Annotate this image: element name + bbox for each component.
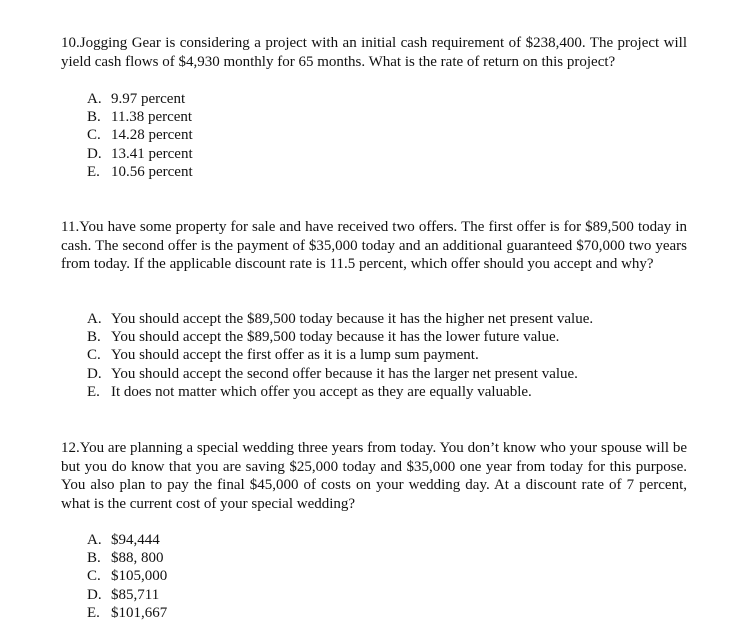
option — [87, 108, 193, 126]
option — [87, 549, 167, 567]
option-letter: C. — [87, 347, 101, 364]
option-text: $105,000 — [111, 568, 168, 585]
option — [87, 586, 167, 604]
option-text: $85,711 — [111, 586, 160, 603]
option-letter: E. — [87, 163, 100, 180]
option-text: You should accept the second offer because it has the larger net present value. — [111, 365, 578, 382]
option-text: 11.38 percent — [111, 109, 193, 126]
option — [87, 328, 593, 346]
option-letter: E. — [87, 604, 100, 621]
option — [87, 346, 593, 364]
option-letter: A. — [87, 532, 102, 548]
option-letter: C. — [87, 127, 101, 144]
option — [87, 383, 593, 401]
question-11 — [61, 218, 687, 274]
option-letter: D. — [87, 586, 102, 603]
option-letter: B. — [87, 329, 101, 346]
option — [87, 567, 167, 585]
option-letter: B. — [87, 109, 101, 126]
option-text: 10.56 percent — [111, 163, 193, 180]
option-letter: C. — [87, 568, 101, 585]
option-letter: D. — [87, 365, 102, 382]
option-text: $94,444 — [111, 532, 160, 548]
option — [87, 365, 593, 383]
question-12-text: 12.You are planning a special wedding three years from today. You don’t know who your spouse will be but you do know that you are saving $25,000 today and $35,000 one year from today for this purpose. You also plan to pay the final $45,000 of costs on your wedding day. At a discount rate of 7 percent, what is the current cost of your special wedding? — [61, 440, 687, 512]
option-letter: B. — [87, 550, 101, 567]
option-text: You should accept the $89,500 today because it has the higher net present value. — [111, 311, 594, 327]
question-11-text: 11.You have some property for sale and have received two offers. The first offer is for $89,500 today in cash. The second offer is the payment of $35,000 today and an additional guaranteed $70,000 two years from today. If the applicable discount rate is 11.5 percent, which offer should you accept and why? — [61, 219, 687, 272]
question-10 — [61, 34, 687, 71]
question-10-options — [87, 90, 193, 181]
option-text: 14.28 percent — [111, 127, 193, 144]
option-letter: A. — [87, 311, 102, 327]
option — [87, 604, 167, 622]
option — [87, 163, 193, 181]
option-text: It does not matter which offer you accept as they are equally valuable. — [111, 383, 532, 400]
option-letter: A. — [87, 91, 102, 107]
question-12-options — [87, 531, 167, 622]
question-12 — [61, 439, 687, 513]
option — [87, 310, 593, 328]
option-text: $101,667 — [111, 604, 168, 621]
option — [87, 90, 193, 108]
option — [87, 126, 193, 144]
option-letter: D. — [87, 145, 102, 162]
question-11-options — [87, 310, 593, 401]
option — [87, 531, 167, 549]
option-text: You should accept the $89,500 today because it has the lower future value. — [111, 329, 560, 346]
question-10-text: 10.Jogging Gear is considering a project with an initial cash requirement of $238,400. The project will yield cash flows of $4,930 monthly for 65 months. What is the rate of return on this project? — [61, 35, 687, 70]
option-letter: E. — [87, 383, 100, 400]
option-text: 13.41 percent — [111, 145, 193, 162]
option-text: $88, 800 — [111, 550, 164, 567]
option-text: You should accept the first offer as it is a lump sum payment. — [111, 347, 479, 364]
option-text: 9.97 percent — [111, 91, 186, 107]
option — [87, 145, 193, 163]
